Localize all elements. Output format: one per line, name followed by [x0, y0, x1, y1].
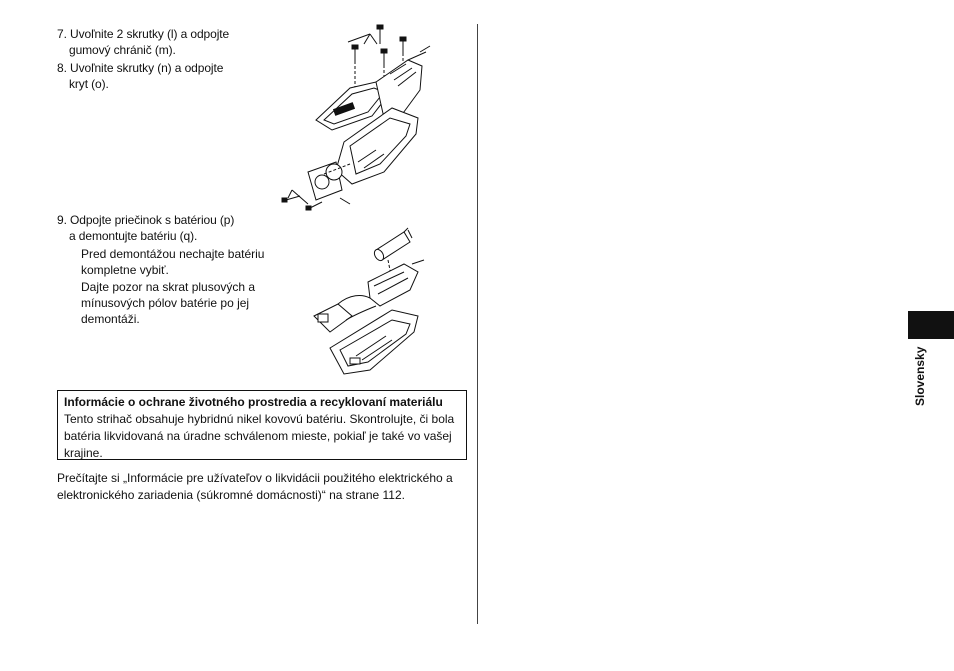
- language-label: Slovensky: [913, 346, 927, 406]
- disassembly-figure-casing: [280, 22, 440, 214]
- note-discharge: Pred demontážou nechajte batériu kompletne vybiť.: [81, 247, 265, 277]
- environment-info-box: [57, 390, 467, 460]
- step-9-line1: 9. Odpojte priečinok s batériou (p): [57, 213, 235, 227]
- step-8-line2: kryt (o).: [69, 77, 109, 91]
- info-box-body: Tento strihač obsahuje hybridnú nikel kovovú batériu. Skontrolujte, či bola batéria likvidovaná na úradne schválenom mieste, pokiaľ je také vo vašej krajine.: [64, 412, 455, 460]
- step-9-notes: [81, 246, 286, 328]
- info-box-title: Informácie o ochrane životného prostredia a recyklovaní materiálu: [64, 395, 443, 409]
- step-7-line2: gumový chránič (m).: [69, 43, 176, 57]
- battery-removal-figure: [300, 224, 440, 384]
- step-7: [57, 26, 277, 58]
- step-9-line2: a demontujte batériu (q).: [69, 229, 198, 243]
- language-tab: [908, 311, 954, 339]
- step-7-line1: 7. Uvoľnite 2 skrutky (l) a odpojte: [57, 27, 230, 41]
- column-divider: [477, 24, 478, 624]
- step-8-line1: 8. Uvoľnite skrutky (n) a odpojte: [57, 61, 224, 75]
- battery-icon: [373, 228, 412, 262]
- note-short-circuit: Dajte pozor na skrat plusových a mínusových pólov batérie po jej demontáži.: [81, 280, 256, 326]
- screw-icon: [352, 25, 406, 68]
- step-8: [57, 60, 277, 92]
- step-9: [57, 212, 287, 244]
- disposal-note: Prečítajte si „Informácie pre užívateľov o likvidácii použitého elektrického a elektronického zariadenia (súkromné domácnosti)“ na strane 112.: [57, 471, 453, 502]
